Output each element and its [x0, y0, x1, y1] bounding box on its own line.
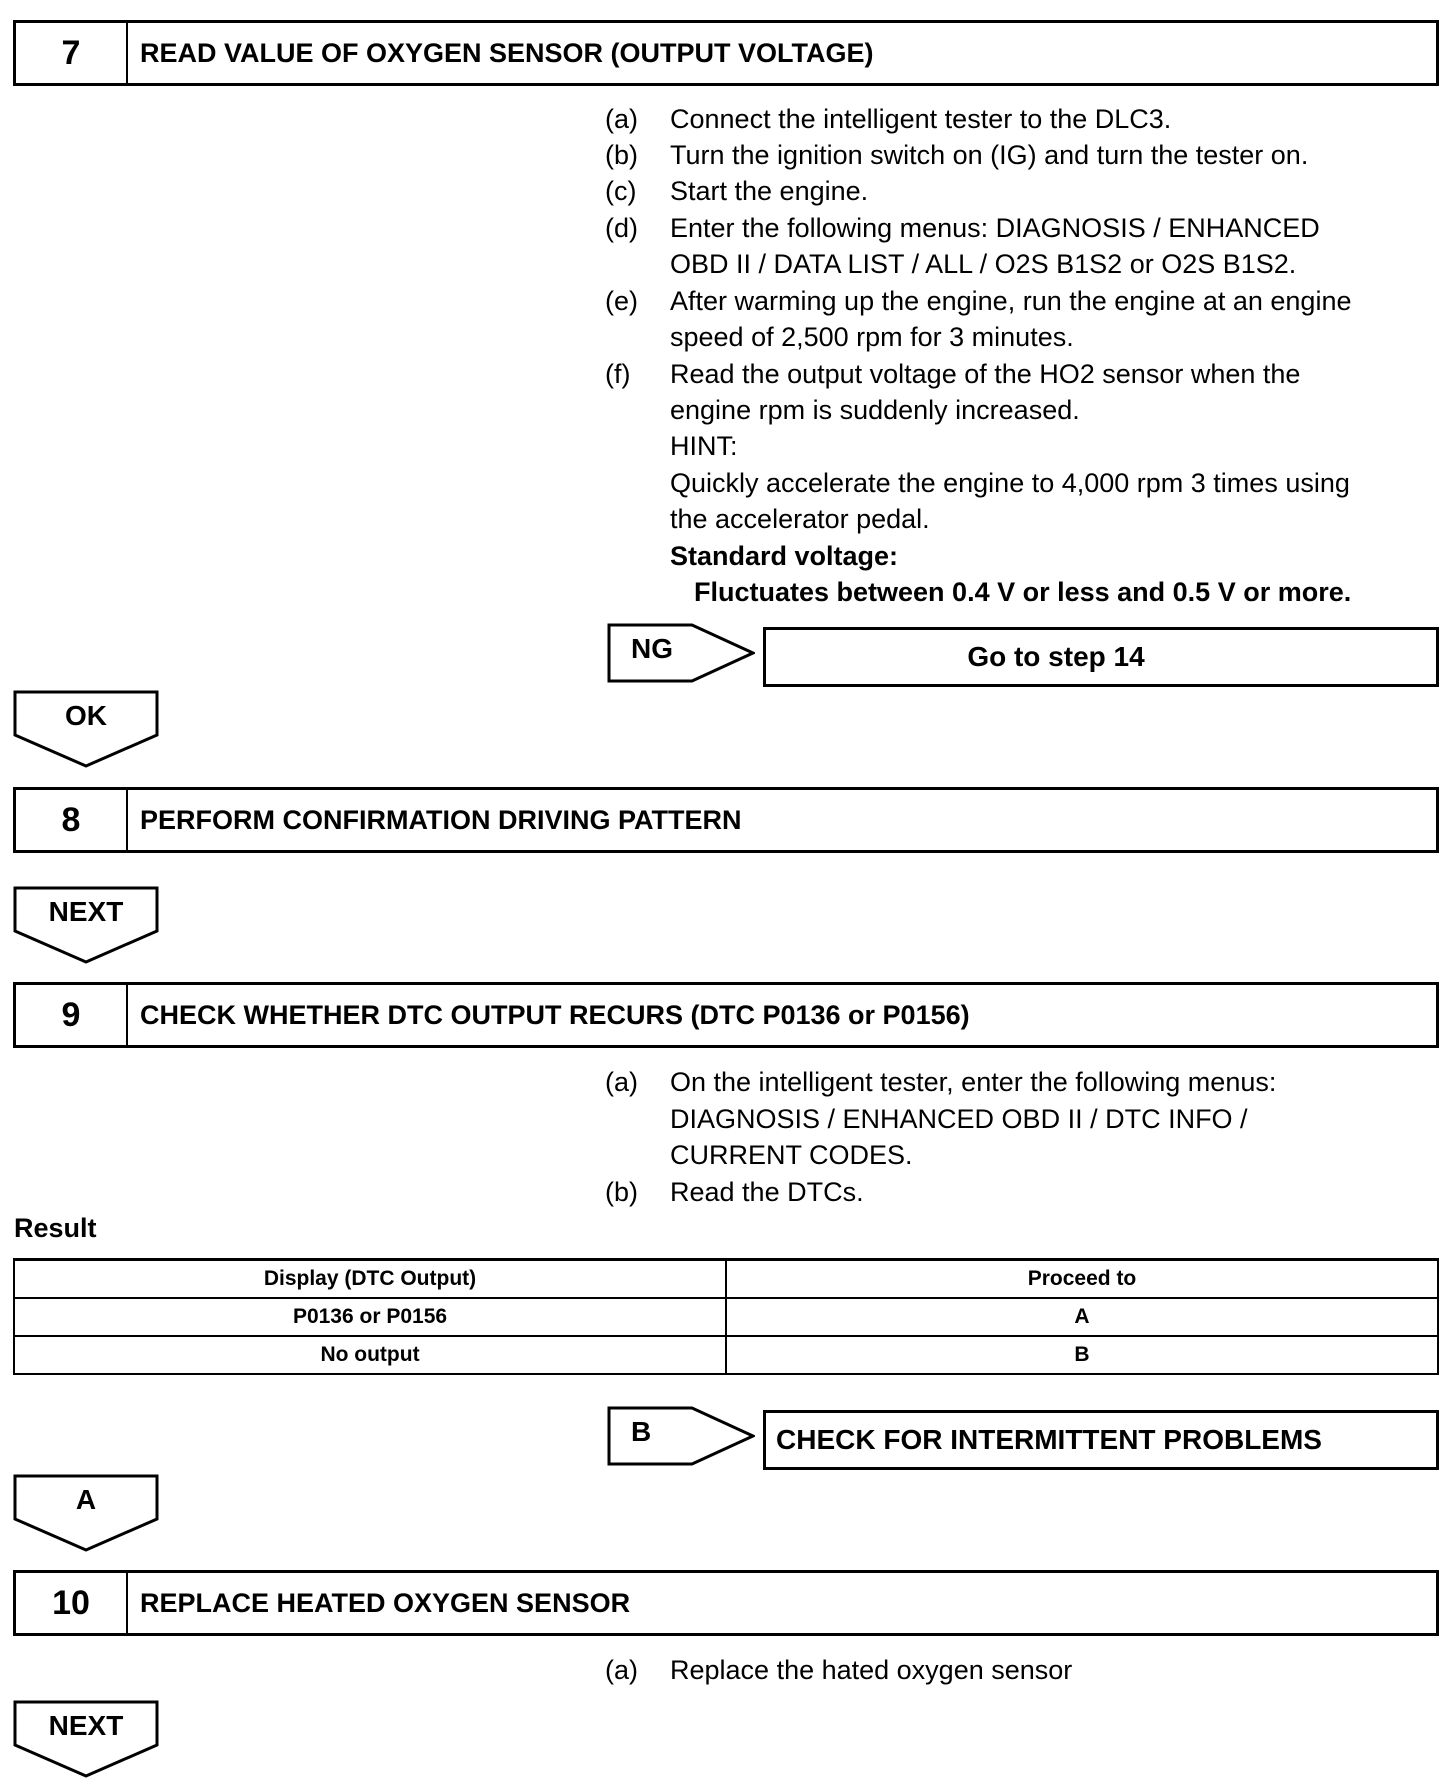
- instruction-text: Enter the following menus: DIAGNOSIS / ENHANCED: [670, 213, 1320, 243]
- standard-value: Fluctuates between 0.4 V or less and 0.5 V or more.: [694, 577, 1352, 607]
- step-title: PERFORM CONFIRMATION DRIVING PATTERN: [140, 804, 742, 835]
- table-header: Proceed to: [726, 1260, 1438, 1299]
- table-header: Display (DTC Output): [14, 1260, 726, 1299]
- b-label: B: [631, 1416, 652, 1447]
- arrow-right-icon: [607, 623, 755, 683]
- step-number: 8: [16, 790, 128, 850]
- instruction-text: After warming up the engine, run the engine at an engine: [670, 286, 1352, 316]
- next-label: NEXT: [48, 1710, 124, 1741]
- instruction-text: Replace the hated oxygen sensor: [670, 1655, 1073, 1685]
- next-arrow: [13, 886, 159, 964]
- instruction-label: (a): [605, 104, 638, 134]
- instruction-text: On the intelligent tester, enter the following menus:: [670, 1067, 1277, 1097]
- table-cell: B: [726, 1336, 1438, 1374]
- step-title: READ VALUE OF OXYGEN SENSOR (OUTPUT VOLTAGE): [140, 37, 874, 68]
- hint-text: Quickly accelerate the engine to 4,000 rpm 3 times using: [670, 468, 1350, 498]
- table-header-row: [14, 1260, 1438, 1299]
- instruction-text: Read the output voltage of the HO2 sensor when the: [670, 359, 1301, 389]
- instruction-text: Read the DTCs.: [670, 1177, 864, 1207]
- b-target-text: CHECK FOR INTERMITTENT PROBLEMS: [776, 1424, 1322, 1455]
- next-label: NEXT: [48, 896, 124, 927]
- next-arrow: [13, 1700, 159, 1778]
- step-9-header: [13, 982, 1439, 1048]
- standard-label: Standard voltage:: [670, 541, 899, 571]
- a-label: A: [75, 1484, 97, 1515]
- table-cell: No output: [14, 1336, 726, 1374]
- instruction-text: CURRENT CODES.: [670, 1140, 913, 1170]
- ok-label: OK: [65, 700, 107, 731]
- ng-arrow: [607, 623, 755, 683]
- step-title: REPLACE HEATED OXYGEN SENSOR: [140, 1587, 631, 1618]
- b-arrow: [607, 1406, 755, 1466]
- step-number: 9: [16, 985, 128, 1045]
- table-cell: P0136 or P0156: [14, 1298, 726, 1336]
- instruction-label: (d): [605, 213, 638, 243]
- step-8-header: [13, 787, 1439, 853]
- ok-arrow: [13, 690, 159, 768]
- instruction-label: (b): [605, 140, 638, 170]
- instruction-text: engine rpm is suddenly increased.: [670, 395, 1080, 425]
- instruction-label: (a): [605, 1067, 638, 1097]
- ng-target: [763, 627, 1439, 687]
- instruction-text: Connect the intelligent tester to the DLC3.: [670, 104, 1172, 134]
- step-10-header: [13, 1570, 1439, 1636]
- b-target: [763, 1410, 1439, 1470]
- arrow-right-icon: [607, 1406, 755, 1466]
- instruction-text: OBD II / DATA LIST / ALL / O2S B1S2 or O2S B1S2.: [670, 249, 1297, 279]
- hint-text: the accelerator pedal.: [670, 504, 930, 534]
- instruction-label: (f): [605, 359, 631, 389]
- ng-label: NG: [631, 633, 673, 664]
- table-row: [14, 1298, 1438, 1336]
- result-heading: Result: [14, 1213, 97, 1243]
- step-number: 7: [16, 23, 128, 83]
- result-table: [13, 1258, 1439, 1375]
- instruction-text: speed of 2,500 rpm for 3 minutes.: [670, 322, 1074, 352]
- instruction-label: (c): [605, 176, 637, 206]
- instruction-text: Start the engine.: [670, 176, 869, 206]
- table-cell: A: [726, 1298, 1438, 1336]
- instruction-text: Turn the ignition switch on (IG) and turn the tester on.: [670, 140, 1309, 170]
- step-title: CHECK WHETHER DTC OUTPUT RECURS (DTC P0136 or P0156): [140, 999, 970, 1030]
- ng-target-text: Go to step 14: [967, 641, 1145, 672]
- step-number: 10: [16, 1573, 128, 1633]
- a-arrow: [13, 1474, 159, 1552]
- hint-label: HINT:: [670, 431, 738, 461]
- instruction-text: DIAGNOSIS / ENHANCED OBD II / DTC INFO /: [670, 1104, 1248, 1134]
- instruction-label: (e): [605, 286, 638, 316]
- table-row: [14, 1336, 1438, 1374]
- step-7-header: [13, 20, 1439, 86]
- instruction-label: (a): [605, 1655, 638, 1685]
- instruction-label: (b): [605, 1177, 638, 1207]
